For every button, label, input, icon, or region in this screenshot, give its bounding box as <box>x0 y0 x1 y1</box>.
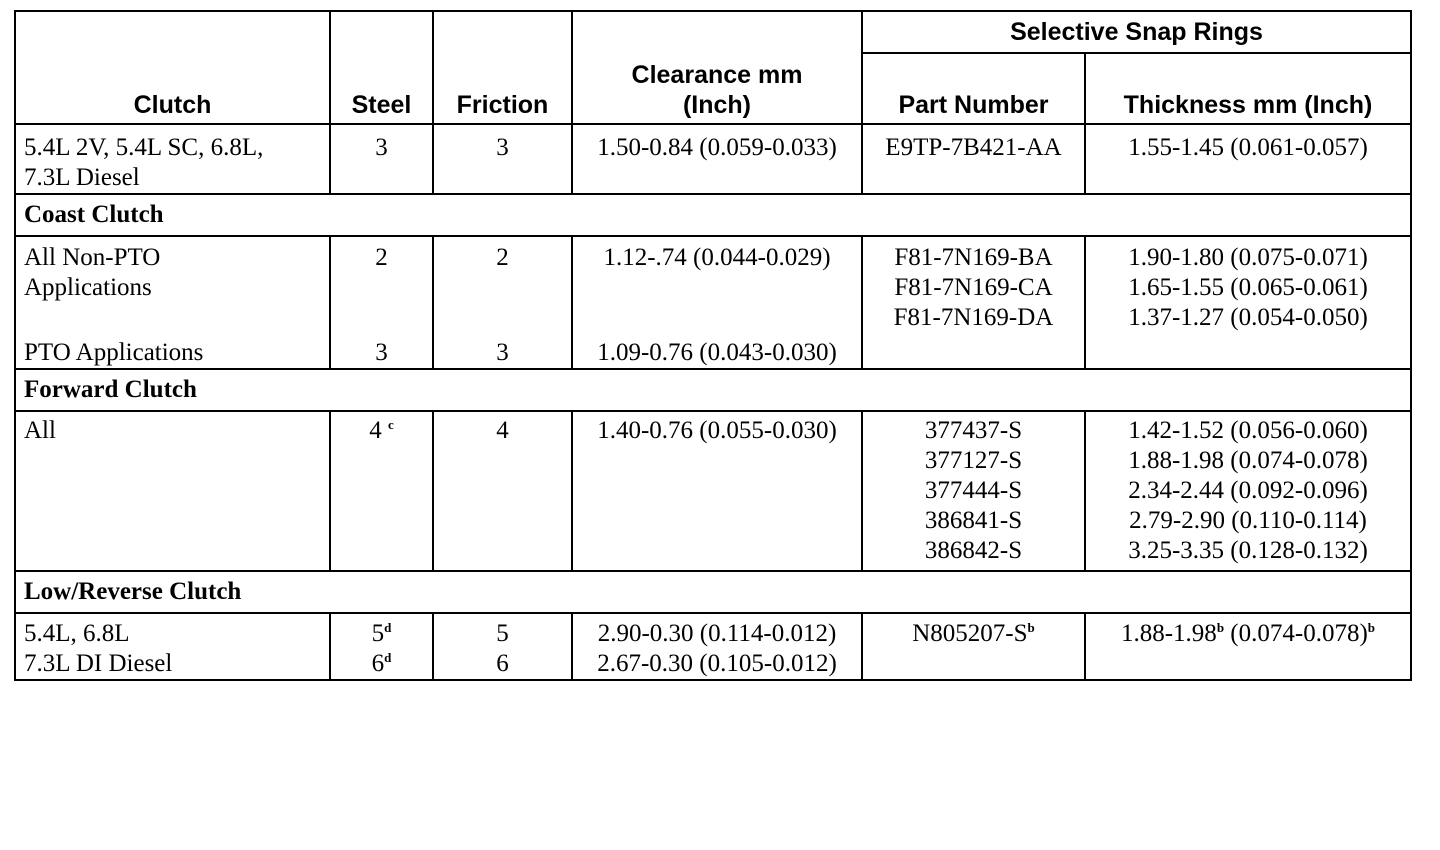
thickness-value: 2.79-2.90 (0.110-0.114) <box>1129 507 1367 534</box>
friction-value: 5 <box>496 620 509 647</box>
header-clearance-line1: Clearance mm <box>631 61 803 89</box>
header-thickness: Thickness mm (Inch) <box>1085 53 1411 124</box>
clearance-value: 2.67-0.30 (0.105-0.012) <box>597 650 837 677</box>
cell-part-number <box>862 411 1085 571</box>
cell-thickness <box>1085 236 1411 369</box>
clutch-specifications-table <box>14 10 1412 681</box>
footnote-marker: b <box>1216 620 1225 635</box>
thickness-value: 1.88-1.98 (0.074-0.078) <box>1128 447 1368 474</box>
section-row <box>15 194 1411 236</box>
steel-value: 3 <box>375 339 388 366</box>
clutch-label: PTO Applications <box>24 339 204 366</box>
part-number: 386841-S <box>924 507 1023 534</box>
part-number: F81-7N169-DA <box>893 304 1054 331</box>
thickness-value: 2.34-2.44 (0.092-0.096) <box>1128 477 1368 504</box>
header-clutch: Clutch <box>15 11 330 124</box>
clutch-label: 5.4L 2V, 5.4L SC, 6.8L, <box>24 134 264 161</box>
section-row <box>15 369 1411 411</box>
cell-clutch: All <box>15 411 330 571</box>
cell-part-number <box>862 236 1085 369</box>
cell-thickness: 1.55-1.45 (0.061-0.057) <box>1085 124 1411 194</box>
friction-value: 6 <box>496 650 509 677</box>
footnote-marker: d <box>384 650 392 665</box>
part-number: F81-7N169-BA <box>894 244 1053 271</box>
thickness-value: 1.42-1.52 (0.056-0.060) <box>1128 417 1368 444</box>
section-low-reverse-clutch: Low/Reverse Clutch <box>15 571 1411 613</box>
clutch-label: Applications <box>24 274 152 301</box>
cell-friction <box>433 236 572 369</box>
cell-clearance: 1.40-0.76 (0.055-0.030) <box>572 411 862 571</box>
steel-value: 6$^d$ <box>371 650 392 677</box>
table-row <box>15 124 1411 194</box>
footnote-marker: c <box>387 417 394 432</box>
clutch-label: 5.4L, 6.8L <box>24 620 130 647</box>
clutch-label: 7.3L Diesel <box>24 164 140 191</box>
clutch-label: 7.3L DI Diesel <box>24 650 173 677</box>
cell-steel <box>330 411 433 571</box>
cell-clutch <box>15 236 330 369</box>
thickness-value: 1.37-1.27 (0.054-0.050) <box>1128 304 1368 331</box>
cell-friction: 4 <box>433 411 572 571</box>
section-row <box>15 571 1411 613</box>
header-selective-snap-rings: Selective Snap Rings <box>862 11 1411 53</box>
friction-value: 2 <box>496 244 509 271</box>
footnote-marker: d <box>384 620 392 635</box>
cell-clutch <box>15 124 330 194</box>
part-number: 386842-S <box>924 537 1023 564</box>
steel-value: 5$^d$ <box>371 620 392 647</box>
friction-value: 3 <box>496 339 509 366</box>
part-number: 377127-S <box>924 447 1023 474</box>
part-number: 377437-S <box>924 417 1023 444</box>
clutch-label: All Non-PTO <box>24 244 161 271</box>
header-part-number: Part Number <box>862 53 1085 124</box>
thickness-value: 1.90-1.80 (0.075-0.071) <box>1128 244 1368 271</box>
header-steel: Steel <box>330 11 433 124</box>
cell-clutch <box>15 613 330 680</box>
section-forward-clutch: Forward Clutch <box>15 369 1411 411</box>
cell-thickness <box>1085 613 1411 680</box>
cell-clearance <box>572 236 862 369</box>
footnote-marker: b <box>1367 620 1376 635</box>
section-coast-clutch: Coast Clutch <box>15 194 1411 236</box>
part-number: N805207-S <box>912 620 1028 647</box>
cell-part-number <box>862 613 1085 680</box>
cell-friction <box>433 613 572 680</box>
table-row <box>15 613 1411 680</box>
steel-value: 2 <box>375 244 388 271</box>
header-clearance <box>572 11 862 124</box>
thickness-value: 1.88-1.98$^b$ $(0.074-0.078)^b$ <box>1120 620 1376 647</box>
clearance-value: 2.90-0.30 (0.114-0.012) <box>597 620 837 647</box>
cell-steel: 3 <box>330 124 433 194</box>
cell-steel <box>330 236 433 369</box>
cell-friction: 3 <box>433 124 572 194</box>
table-row <box>15 411 1411 571</box>
steel-value: 4 <box>369 417 382 444</box>
cell-steel <box>330 613 433 680</box>
part-number: 377444-S <box>924 477 1023 504</box>
clearance-value: 1.12-.74 (0.044-0.029) <box>603 244 831 271</box>
clearance-value: 1.09-0.76 (0.043-0.030) <box>597 339 837 366</box>
cell-thickness <box>1085 411 1411 571</box>
table-row <box>15 236 1411 369</box>
header-clearance-line2: (Inch) <box>682 91 752 119</box>
cell-clearance <box>572 613 862 680</box>
part-number: F81-7N169-CA <box>894 274 1053 301</box>
cell-part-number: E9TP-7B421-AA <box>862 124 1085 194</box>
thickness-value: 1.65-1.55 (0.065-0.061) <box>1128 274 1368 301</box>
header-friction: Friction <box>433 11 572 124</box>
footnote-marker: b <box>1027 620 1035 635</box>
cell-clearance: 1.50-0.84 (0.059-0.033) <box>572 124 862 194</box>
thickness-value: 3.25-3.35 (0.128-0.132) <box>1128 537 1368 564</box>
